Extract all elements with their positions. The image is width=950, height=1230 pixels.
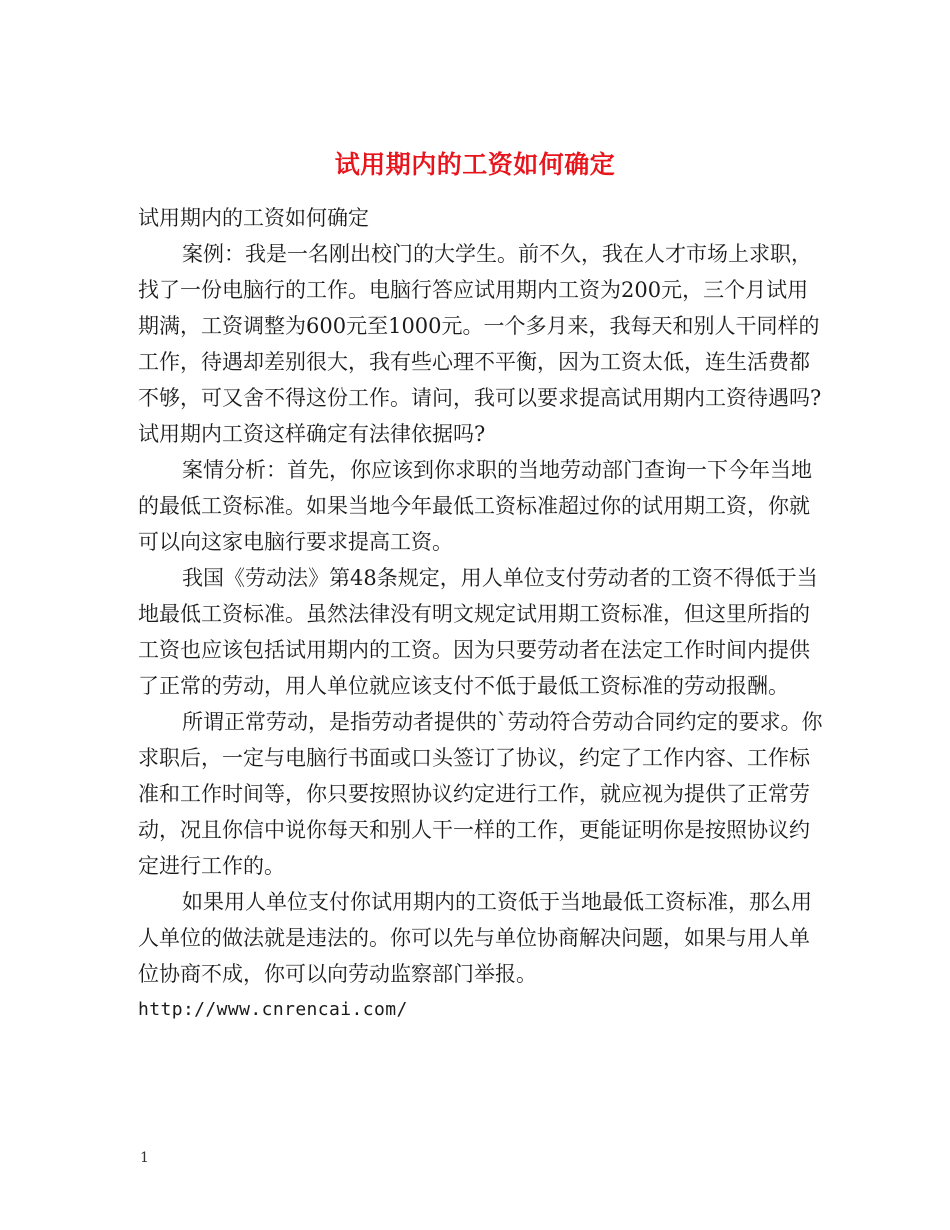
paragraph-analysis: 案情分析：首先，你应该到你求职的当地劳动部门查询一下今年当地的最低工资标准。如果当地今年最低工资标准超过你的试用期工资，你就可以向这家电脑行要求提高工资。: [138, 458, 812, 554]
document-subtitle: 试用期内的工资如何确定: [138, 206, 369, 230]
paragraph-case: 案例：我是一名刚出校门的大学生。前不久，我在人才市场上求职，找了一份电脑行的工作。电脑行答应试用期内工资为200元，三个月试用期满，工资调整为600元至1000元。一个多月来，我每天和别人干同样的工作，待遇却差别很大，我有些心理不平衡，因为工资太低，连生活费都不够，可又舍不得这份工作。请问，我可以要求提高试用期内工资待遇吗?试用期内工资这样确定有法律依据吗?: [138, 242, 822, 446]
page-number: 1: [140, 1150, 149, 1166]
paragraph-normal-labor: 所谓正常劳动，是指劳动者提供的`劳动符合劳动合同约定的要求。你求职后，一定与电脑行书面或口头签订了协议，约定了工作内容、工作标准和工作时间等，你只要按照协议约定进行工作，就应视为提供了正常劳动，况且你信中说你每天和别人干一样的工作，更能证明你是按照协议约定进行工作的。: [138, 710, 823, 878]
page-title: 试用期内的工资如何确定: [334, 149, 616, 179]
paragraph-conclusion: 如果用人单位支付你试用期内的工资低于当地最低工资标准，那么用人单位的做法就是违法的。你可以先与单位协商解决问题，如果与用人单位协商不成，你可以向劳动监察部门举报。: [138, 890, 812, 986]
source-link[interactable]: http://www.cnrencai.com/: [138, 999, 408, 1020]
paragraph-labor-law: 我国《劳动法》第48条规定，用人单位支付劳动者的工资不得低于当地最低工资标准。虽然法律没有明文规定试用期工资标准，但这里所指的工资也应该包括试用期内的工资。因为只要劳动者在法定工作时间内提供了正常的劳动，用人单位就应该支付不低于最低工资标准的劳动报酬。: [138, 566, 818, 698]
document-body: [138, 200, 828, 1028]
